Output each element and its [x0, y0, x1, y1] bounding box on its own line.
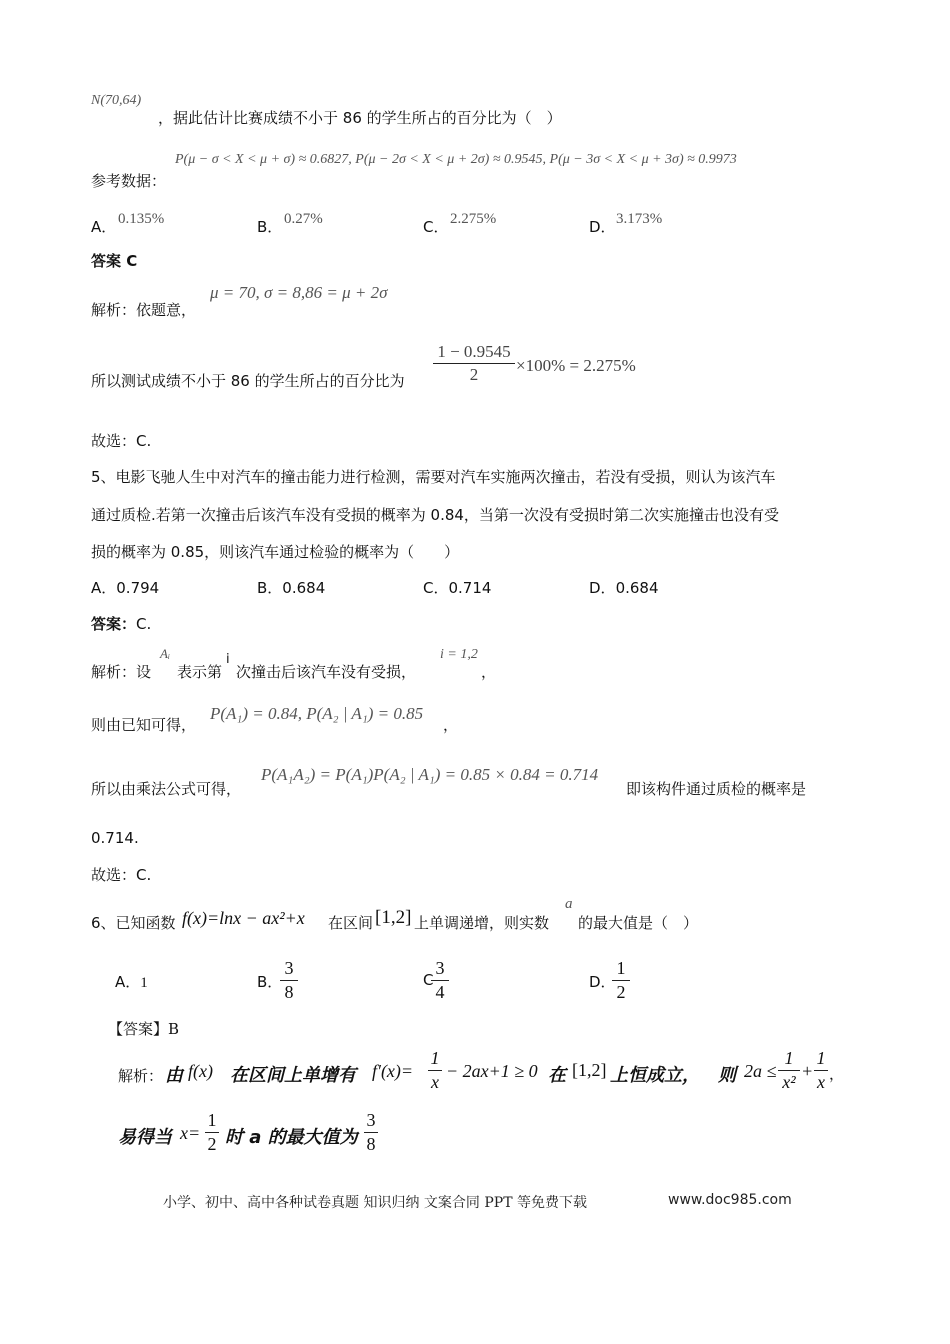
q5-mult-formula: P(A₁A₂) = P(A₁)P(A₂ | A₁) = 0.85 × 0.84 = 0.714 [261, 765, 599, 784]
q6-mid: 在区间 [328, 914, 374, 932]
fraction-denominator: 4 [435, 982, 445, 1002]
q6-analysis-b2: 时 a 的最大值为 [225, 1127, 358, 1148]
q6-analysis-derivative: f′(x)= [372, 1061, 414, 1081]
fraction-denominator: 8 [284, 982, 294, 1002]
q5-analysis-set: 解析：设 [91, 663, 152, 681]
q6-analysis-comma: ， [829, 1065, 845, 1083]
q5-index-range: i = 1,2 [440, 647, 478, 662]
q4-option-b-value: 0.27% [284, 211, 323, 227]
q6-interval: [1,2] [375, 907, 412, 928]
q6-analysis-after: − 2ax+1 ≥ 0 [446, 1061, 538, 1081]
q5-result: 0.714. [91, 829, 139, 847]
q5-analysis-mid: 表示第 [177, 663, 223, 681]
q6-analysis-answer-frac [364, 1110, 378, 1155]
q6-option-c-fraction [431, 958, 449, 1003]
q6-function: f(x)=lnx − ax²+x [182, 908, 305, 928]
fraction-bar [431, 980, 449, 981]
q4-choose: 故选：C. [91, 432, 152, 450]
q5-option-b [257, 577, 325, 598]
answer-value: C. [136, 615, 152, 633]
fraction-denominator: 2 [616, 982, 626, 1002]
q6-mid2: 上单调递增，则实数 [414, 914, 550, 932]
q5-stem-line1: 5、电影飞驰人生中对汽车的撞击能力进行检测，需要对汽车实施两次撞击，若没有受损，则认为该汽车 [91, 468, 776, 486]
option-value: 0.684 [615, 579, 659, 597]
q5-stem-line2: 通过质检.若第一次撞击后该汽车没有受损的概率为 0.84，当第一次没有受损时第二次实施撞击也没有受 [91, 506, 779, 524]
q5-known-formula: P(A₁) = 0.84, P(A₂ | A₁) = 0.85 [210, 704, 424, 723]
q5-known-label: 则由已知可得， [91, 716, 197, 734]
q4-option-d: D． [589, 218, 616, 236]
q6-analysis-t4: 上恒成立， [610, 1065, 700, 1086]
q5-option-a [91, 577, 159, 598]
fraction-bar [778, 1070, 800, 1071]
fraction-denominator: x [431, 1072, 439, 1092]
q6-analysis-ineq: 2a ≤ [744, 1061, 777, 1081]
option-label: A． [115, 973, 141, 991]
fraction-denominator: 2 [207, 1134, 217, 1154]
footer-text: 小学、初中、高中各种试卷真题 知识归纳 文案合同 PPT 等免费下载 [163, 1195, 587, 1211]
q6-analysis-frac3 [814, 1048, 828, 1093]
fraction-denominator: 8 [366, 1134, 376, 1154]
fraction-numerator: 3 [284, 958, 294, 978]
q4-option-c: C． [423, 218, 449, 236]
q5-stem-line3: 损的概率为 0.85，则该汽车通过检验的概率为（ ） [91, 543, 460, 561]
fraction-numerator: 1 [207, 1110, 217, 1130]
q4-option-d-value: 3.173% [616, 211, 663, 227]
q4-analysis-label: 解析：依题意， [91, 301, 197, 319]
q6-analysis-frac1 [428, 1048, 442, 1093]
q5-answer [91, 613, 151, 634]
q5-analysis-mid2: 次撞击后该汽车没有受损， [236, 663, 417, 681]
q6-analysis-b1: 易得当 [118, 1127, 172, 1148]
fraction-numerator: 3 [435, 958, 445, 978]
q5-mult-tail: 即该构件通过质检的概率是 [626, 780, 807, 798]
fraction-numerator: 1 [816, 1048, 826, 1068]
q6-analysis-interval: [1,2] [572, 1060, 607, 1080]
fraction-bar [205, 1132, 219, 1133]
fraction-bar [814, 1070, 828, 1071]
q6-analysis-fx: f(x) [188, 1061, 213, 1081]
q4-analysis-formula: μ = 70, σ = 8,86 = μ + 2σ [210, 283, 388, 302]
fraction-bar [612, 980, 630, 981]
option-value: 0.794 [116, 579, 160, 597]
option-value: 0.684 [282, 579, 326, 597]
option-label: A． [91, 218, 117, 236]
fraction-numerator: 3 [366, 1110, 376, 1130]
fraction-denominator: 2 [469, 365, 479, 384]
footer-url[interactable]: www.doc985.com [668, 1192, 792, 1208]
q6-analysis-t2: 在区间上单增有 [230, 1065, 356, 1086]
q6-option-d-label: D． [589, 973, 616, 991]
q5-mult-label: 所以由乘法公式可得， [91, 780, 242, 798]
q6-option-a [115, 971, 148, 992]
q6-var-a: a [565, 896, 573, 912]
normal-distribution-notation: N(70,64) [91, 93, 142, 108]
q4-answer: 答案 C [91, 252, 138, 270]
reference-data-formula: P(μ − σ < X < μ + σ) ≈ 0.6827, P(μ − 2σ < X < μ + 2σ) ≈ 0.9545, P(μ − 3σ < X < μ + 3σ) ≈ 0.9973 [175, 152, 737, 167]
q6-analysis-x-frac [205, 1110, 219, 1155]
q6-analysis-t1: 由 [165, 1065, 183, 1086]
q6-answer: 【答案】B [108, 1020, 180, 1038]
fraction-bar [428, 1070, 442, 1071]
q6-prefix: 6、已知函数 [91, 914, 176, 932]
option-value: 1 [140, 975, 148, 991]
q5-known-comma: ， [443, 716, 459, 734]
fraction-numerator: 1 [430, 1048, 440, 1068]
fraction-denominator: x² [782, 1072, 796, 1092]
q5-var-ai: Aᵢ [160, 646, 170, 661]
option-label: D． [589, 579, 616, 597]
q5-option-d [589, 577, 659, 598]
q4-stem-text: ，据此估计比赛成绩不小于 86 的学生所占的百分比为（ ） [158, 109, 562, 127]
reference-data-label: 参考数据： [91, 172, 167, 190]
q6-analysis-plus: + [801, 1061, 814, 1081]
q5-index-i: i [226, 652, 230, 667]
q4-option-b: B． [257, 218, 283, 236]
option-label: A． [91, 579, 117, 597]
q4-option-a [91, 216, 116, 237]
q6-analysis-frac2 [778, 1048, 800, 1093]
q6-option-c-label: C [423, 971, 434, 989]
q5-option-c [423, 577, 491, 598]
q6-analysis-t5: 则 [718, 1065, 736, 1086]
q4-option-c-value: 2.275% [450, 211, 497, 227]
q4-option-a-value: 0.135% [118, 211, 165, 227]
fraction-denominator: x [817, 1072, 825, 1092]
q6-analysis-t3: 在 [548, 1065, 566, 1086]
fraction-numerator: 1 [784, 1048, 794, 1068]
q6-analysis-x: x= [180, 1123, 201, 1143]
fraction-bar [280, 980, 298, 981]
option-label: C． [423, 579, 449, 597]
q6-option-b-label: B． [257, 973, 283, 991]
fraction-numerator: 1 − 0.9545 [437, 342, 511, 361]
q4-fraction [433, 342, 515, 385]
fraction-bar [364, 1132, 378, 1133]
q6-tail: 的最大值是（ ） [578, 914, 699, 932]
option-value: 0.714 [448, 579, 492, 597]
q5-choose: 故选：C. [91, 866, 152, 884]
q4-fraction-result: ×100% = 2.275% [516, 356, 636, 375]
q6-option-b-fraction [280, 958, 298, 1003]
fraction-bar [433, 363, 515, 364]
q6-analysis-label: 解析： [118, 1067, 164, 1085]
q5-comma: ， [481, 663, 497, 681]
q4-percentage-text: 所以测试成绩不小于 86 的学生所占的百分比为 [91, 372, 405, 390]
option-label: B． [257, 579, 283, 597]
answer-label: 答案： [91, 615, 137, 633]
q6-option-d-fraction [612, 958, 630, 1003]
fraction-numerator: 1 [616, 958, 626, 978]
